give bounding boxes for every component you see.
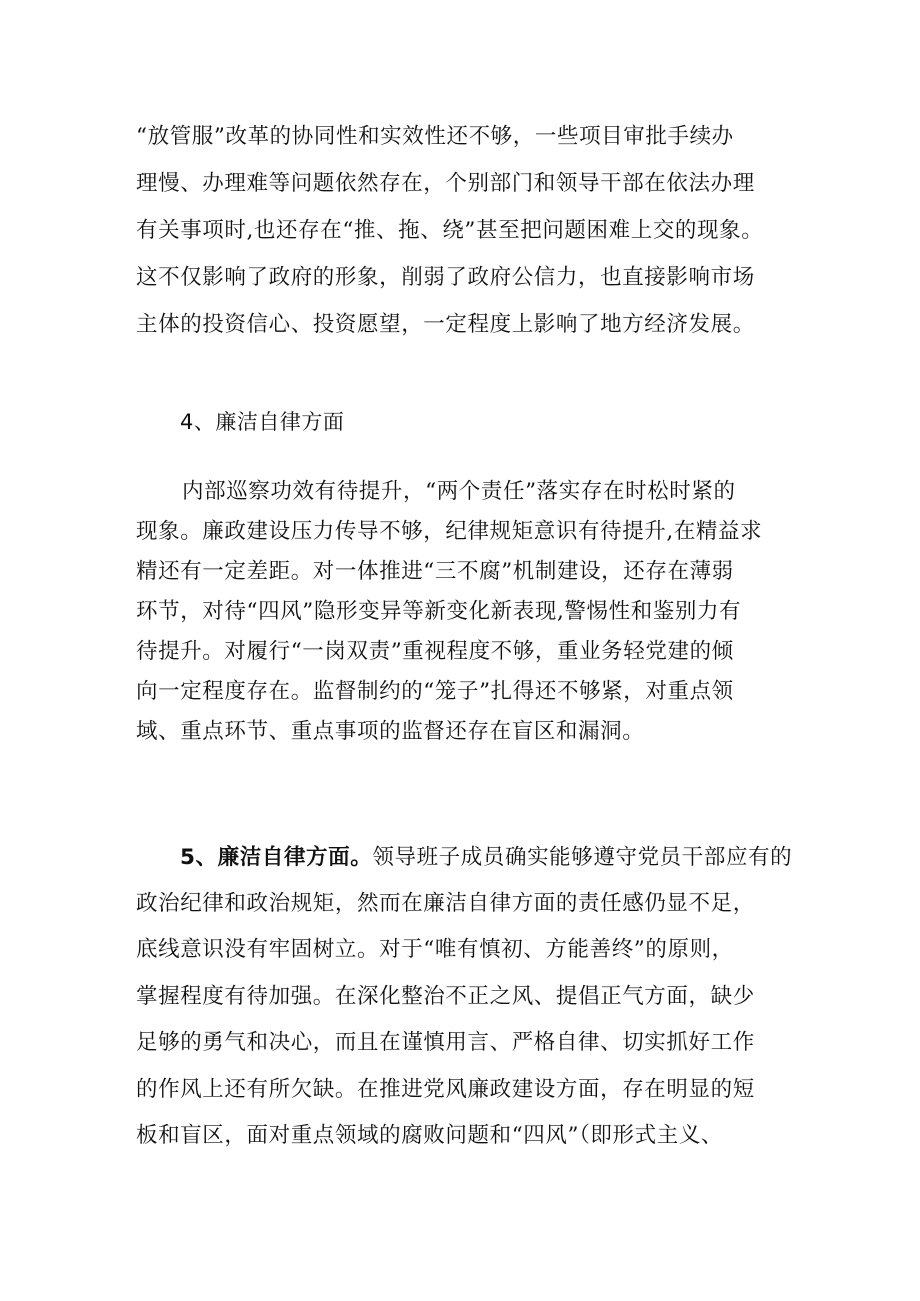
paragraph-line: 现象。廉政建设压力传导不够，纪律规矩意识有待提升,在精益求 bbox=[136, 519, 763, 544]
paragraph-line: 底线意识没有牢固树立。对于“唯有慎初、方能善终”的原则， bbox=[136, 937, 734, 962]
paragraph-line: 掌握程度有待加强。在深化整治不正之风、提倡正气方面，缺少 bbox=[136, 984, 755, 1009]
paragraph-line: 环节，对待“四风”隐形变异等新变化新表现,警惕性和鉴别力有 bbox=[136, 599, 742, 624]
paragraph-text: 领导班子成员确实能够遵守党员干部应有的 bbox=[372, 845, 793, 870]
paragraph-line: 域、重点环节、重点事项的监督还存在盲区和漏洞。 bbox=[136, 719, 645, 744]
section-heading: 4、廉洁自律方面 bbox=[180, 410, 345, 434]
paragraph-line: 板和盲区，面对重点领域的腐败问题和“四风”（即形式主义、 bbox=[136, 1123, 724, 1148]
paragraph-line: 主体的投资信心、投资愿望，一定程度上影响了地方经济发展。 bbox=[136, 312, 755, 337]
paragraph-line: 足够的勇气和决心，而且在谨慎用言、严格自律、切实抓好工作 bbox=[136, 1030, 755, 1055]
paragraph-line: 这不仅影响了政府的形象，削弱了政府公信力，也直接影响市场 bbox=[136, 265, 755, 290]
paragraph-line: “放管服”改革的协同性和实效性还不够，一些项目审批手续办 bbox=[136, 124, 734, 149]
paragraph-line: 有关事项时,也还存在“推、拖、绕”甚至把问题困难上交的现象。 bbox=[136, 218, 764, 243]
paragraph-line: 精还有一定差距。对一体推进“三不腐”机制建设，还存在薄弱 bbox=[136, 559, 734, 584]
paragraph-line: 理慢、办理难等问题依然存在，个别部门和领导干部在依法办理 bbox=[136, 171, 755, 196]
paragraph-line: 政治纪律和政治规矩，然而在廉洁自律方面的责任感仍显不足， bbox=[136, 891, 755, 916]
paragraph-line: 向一定程度存在。监督制约的“笼子”扎得还不够紧，对重点领 bbox=[136, 679, 734, 704]
paragraph-line: 内部巡察功效有待提升，“两个责任”落实存在时松时紧的 bbox=[182, 479, 736, 504]
paragraph-line: 待提升。对履行“一岗双责”重视程度不够，重业务轻党建的倾 bbox=[136, 639, 734, 664]
paragraph-line: 的作风上还有所欠缺。在推进党风廉政建设方面，存在明显的短 bbox=[136, 1077, 755, 1102]
paragraph-line bbox=[180, 843, 840, 873]
section-lead: 5、廉洁自律方面。 bbox=[180, 845, 373, 870]
